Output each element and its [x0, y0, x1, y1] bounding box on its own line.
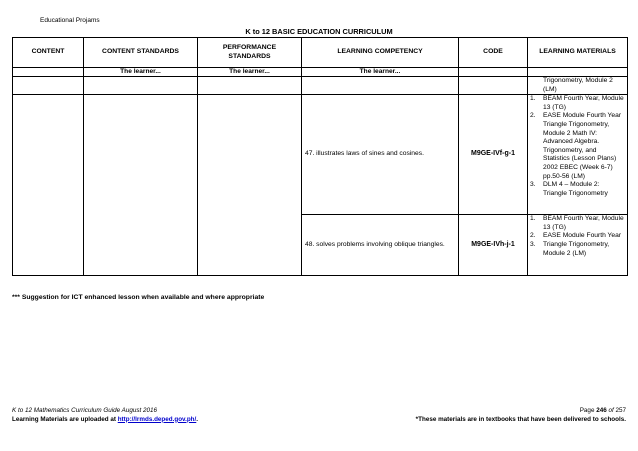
item-text: BEAM Fourth Year, Module 13 (TG) — [543, 215, 624, 231]
item-number: 1. — [530, 215, 536, 223]
uploaded-suffix: . — [196, 415, 199, 423]
item-number: 2. — [530, 112, 536, 120]
materials-list — [530, 215, 624, 258]
uploaded-prefix: Learning Materials are uploaded at — [12, 415, 118, 423]
content-cell — [13, 95, 84, 276]
continued-row — [13, 77, 628, 95]
item-text: DLM 4 – Module 2: Triangle Trigonometry — [543, 181, 608, 197]
competency-text: 48. solves problems involving oblique triangles. — [305, 240, 445, 248]
empty-cell — [198, 77, 302, 95]
item-number: 3. — [530, 181, 536, 189]
empty-cell — [302, 77, 459, 95]
competency-cell — [302, 215, 459, 276]
item-number: 3. — [530, 240, 536, 248]
code-text: M9GE-IVf-g-1 — [471, 150, 515, 158]
learner-content-standards: The learner... — [84, 68, 198, 77]
materials-delivered-note: *These materials are in textbooks that have been delivered to schools. — [415, 415, 626, 423]
uploaded-line — [12, 416, 198, 425]
list-item — [530, 215, 624, 232]
page-total: 257 — [615, 407, 626, 414]
empty-cell — [459, 77, 528, 95]
list-item — [530, 181, 624, 198]
learner-code-cell — [459, 68, 528, 77]
header-learning-competency: LEARNING COMPETENCY — [302, 38, 459, 68]
item-text: BEAM Fourth Year, Module 13 (TG) — [543, 95, 624, 111]
learner-performance-standards: The learner... — [198, 68, 302, 77]
competency-text: 47. illustrates laws of sines and cosines. — [305, 150, 424, 158]
page-label: Page — [579, 407, 597, 414]
table-row — [13, 95, 628, 215]
code-cell — [459, 215, 528, 276]
list-item — [530, 112, 624, 181]
code-text: M9GE-IVh-j-1 — [471, 240, 515, 248]
footer-right — [416, 407, 626, 424]
performance-standards-cell — [198, 95, 302, 276]
watermark-text: Educational Projams — [40, 17, 100, 24]
header-content: CONTENT — [13, 38, 84, 68]
header-row — [13, 38, 628, 68]
empty-cell — [13, 77, 84, 95]
list-item — [530, 241, 624, 258]
lrmds-link[interactable]: http://lrmds.deped.gov.ph/ — [117, 415, 197, 423]
footer-left — [12, 407, 198, 424]
list-item — [530, 232, 624, 241]
curriculum-guide-label: K to 12 Mathematics Curriculum Guide August 2016 — [12, 407, 158, 414]
item-number: 2. — [530, 232, 536, 240]
materials-cell — [528, 215, 628, 276]
header-performance-standards: PERFORMANCE STANDARDS — [198, 38, 302, 68]
learner-empty-cell — [13, 68, 84, 77]
page-of: of — [606, 407, 616, 414]
curriculum-table — [12, 37, 628, 276]
content-standards-cell — [84, 95, 198, 276]
learner-row — [13, 68, 628, 77]
header-content-standards: CONTENT STANDARDS — [84, 38, 198, 68]
page-indicator — [416, 407, 626, 416]
header-code: CODE — [459, 38, 528, 68]
item-number: 1. — [530, 95, 536, 103]
code-cell — [459, 95, 528, 215]
learner-learning-competency: The learner... — [302, 68, 459, 77]
learner-materials-cell — [528, 68, 628, 77]
page-title: K to 12 BASIC EDUCATION CURRICULUM — [245, 27, 393, 36]
continued-materials-text: Trigonometry, Module 2 (LM) — [543, 77, 613, 93]
ict-suggestion-note: *** Suggestion for ICT enhanced lesson when available and where appropriate — [12, 294, 265, 301]
list-item — [530, 95, 624, 112]
materials-cell — [528, 95, 628, 215]
competency-cell — [302, 95, 459, 215]
continued-materials-cell — [528, 77, 628, 95]
header-learning-materials: LEARNING MATERIALS — [528, 38, 628, 68]
item-text: EASE Module Fourth Year Triangle Trigonometry, Module 2 Math IV: Advanced Algebra. Trigonometry, and Statistics (Lesson Plans) 2002 EBEC (Week 6-7) pp.50-56 (LM) — [543, 112, 622, 180]
empty-cell — [84, 77, 198, 95]
item-text: Triangle Trigonometry, Module 2 (LM) — [543, 240, 610, 257]
item-text: EASE Module Fourth Year — [543, 232, 622, 240]
page-number: 246 — [596, 407, 607, 414]
materials-list — [530, 95, 624, 198]
